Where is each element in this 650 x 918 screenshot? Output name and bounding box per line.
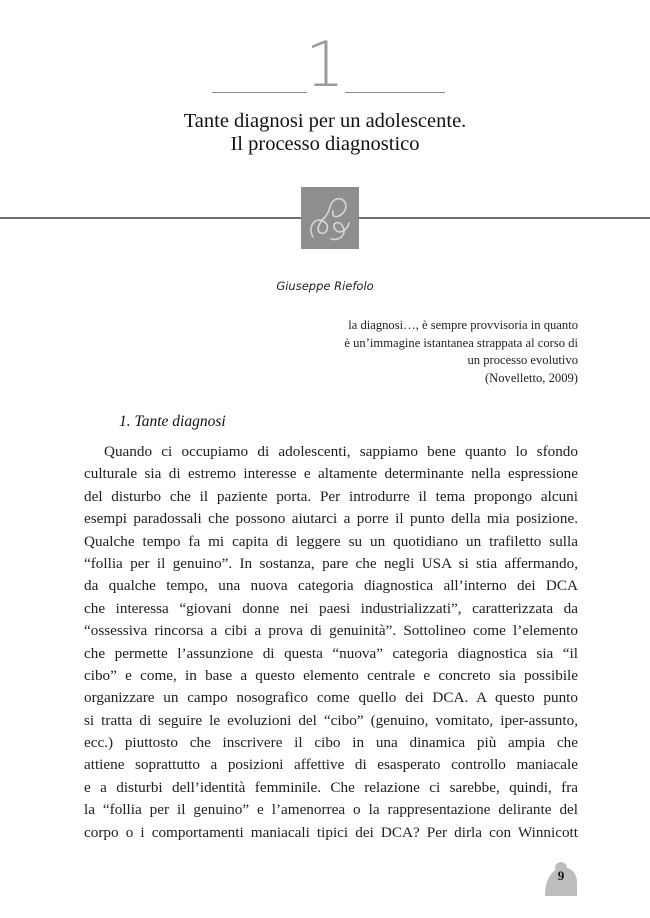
page-number-badge [541,860,581,896]
body-line: ecc.) piuttosto che inscrivere il cibo in una dinamica più ampia che [84,734,578,752]
section-heading: 1. Tante diagnosi [119,413,226,430]
epigraph [258,317,578,387]
body-line: “follia per il genuino”. In sostanza, pare che negli USA si stia affermando, [84,554,578,572]
epigraph-citation: (Novelletto, 2009) [484,370,578,385]
body-line: Quando ci occupiamo di adolescenti, sappiamo bene quanto lo sfondo [104,443,578,460]
body-line: attiene soprattutto a posizioni affettive di esasperato controllo maniacale [84,756,578,774]
body-line: esempi paradossali che possono aiutarci a porre il punto della mia posizione. [84,510,578,528]
chapter-title-line-1: Tante diagnosi per un adolescente. [183,110,467,132]
chapter-number: 1 [305,28,345,101]
body-line: che interessa “giovani donne nei paesi industrializzati”, caratterizzata da [84,599,578,617]
body-line: da qualche tempo, una nuova categoria diagnostica all’interno dei DCA [84,577,578,595]
body-line: che permette l’assunzione di questa “nuova” categoria diagnostica sia “il [84,644,578,662]
author-name: Giuseppe Riefolo [276,279,374,293]
epigraph-line: è un’immagine istantanea strappata al corso di [344,335,578,350]
chapter-title [0,110,650,156]
body-line: “ossessiva rincorsa a cibi a prova di genuinità”. Sottolineo come l’elemento [84,622,578,640]
body-line: si tratta di seguire le evoluzioni del “cibo” (genuino, vomitato, iper-assunto, [84,711,578,729]
chapter-rule-right [345,92,445,93]
chapter-number-row [0,28,650,110]
body-paragraph [84,441,578,844]
body-line: cibo” e come, in base a questo elemento centrale e concreto sia possibile [84,666,578,684]
chapter-rule-left [212,92,307,93]
ornament-icon [301,187,359,249]
body-line: la “follia per il genuino” e l’amenorrea o la rappresentazione delirante del [84,801,578,819]
page-number: 9 [557,868,565,883]
body-line: corpo o i comportamenti maniacali tipici dei DCA? Per dirla con Winnicott [84,823,578,841]
epigraph-line: un processo evolutivo [467,353,578,367]
body-line: Qualche tempo fa mi capita di leggere su un quotidiano un trafiletto sulla [84,532,578,550]
epigraph-line: la diagnosi…, è sempre provvisoria in quanto [348,318,578,332]
body-line: e a disturbi dell’identità femminile. Che relazione ci sarebbe, quindi, fra [84,778,578,796]
body-line: organizzare un campo nosografico come quello dei DCA. A questo punto [84,689,578,707]
body-line: del disturbo che il paziente porta. Per introdurre il tema propongo alcuni [84,487,578,505]
chapter-title-line-2: Il processo diagnostico [230,133,420,155]
body-line: culturale sia di estremo interesse e altamente determinante nella espressione [84,465,578,483]
